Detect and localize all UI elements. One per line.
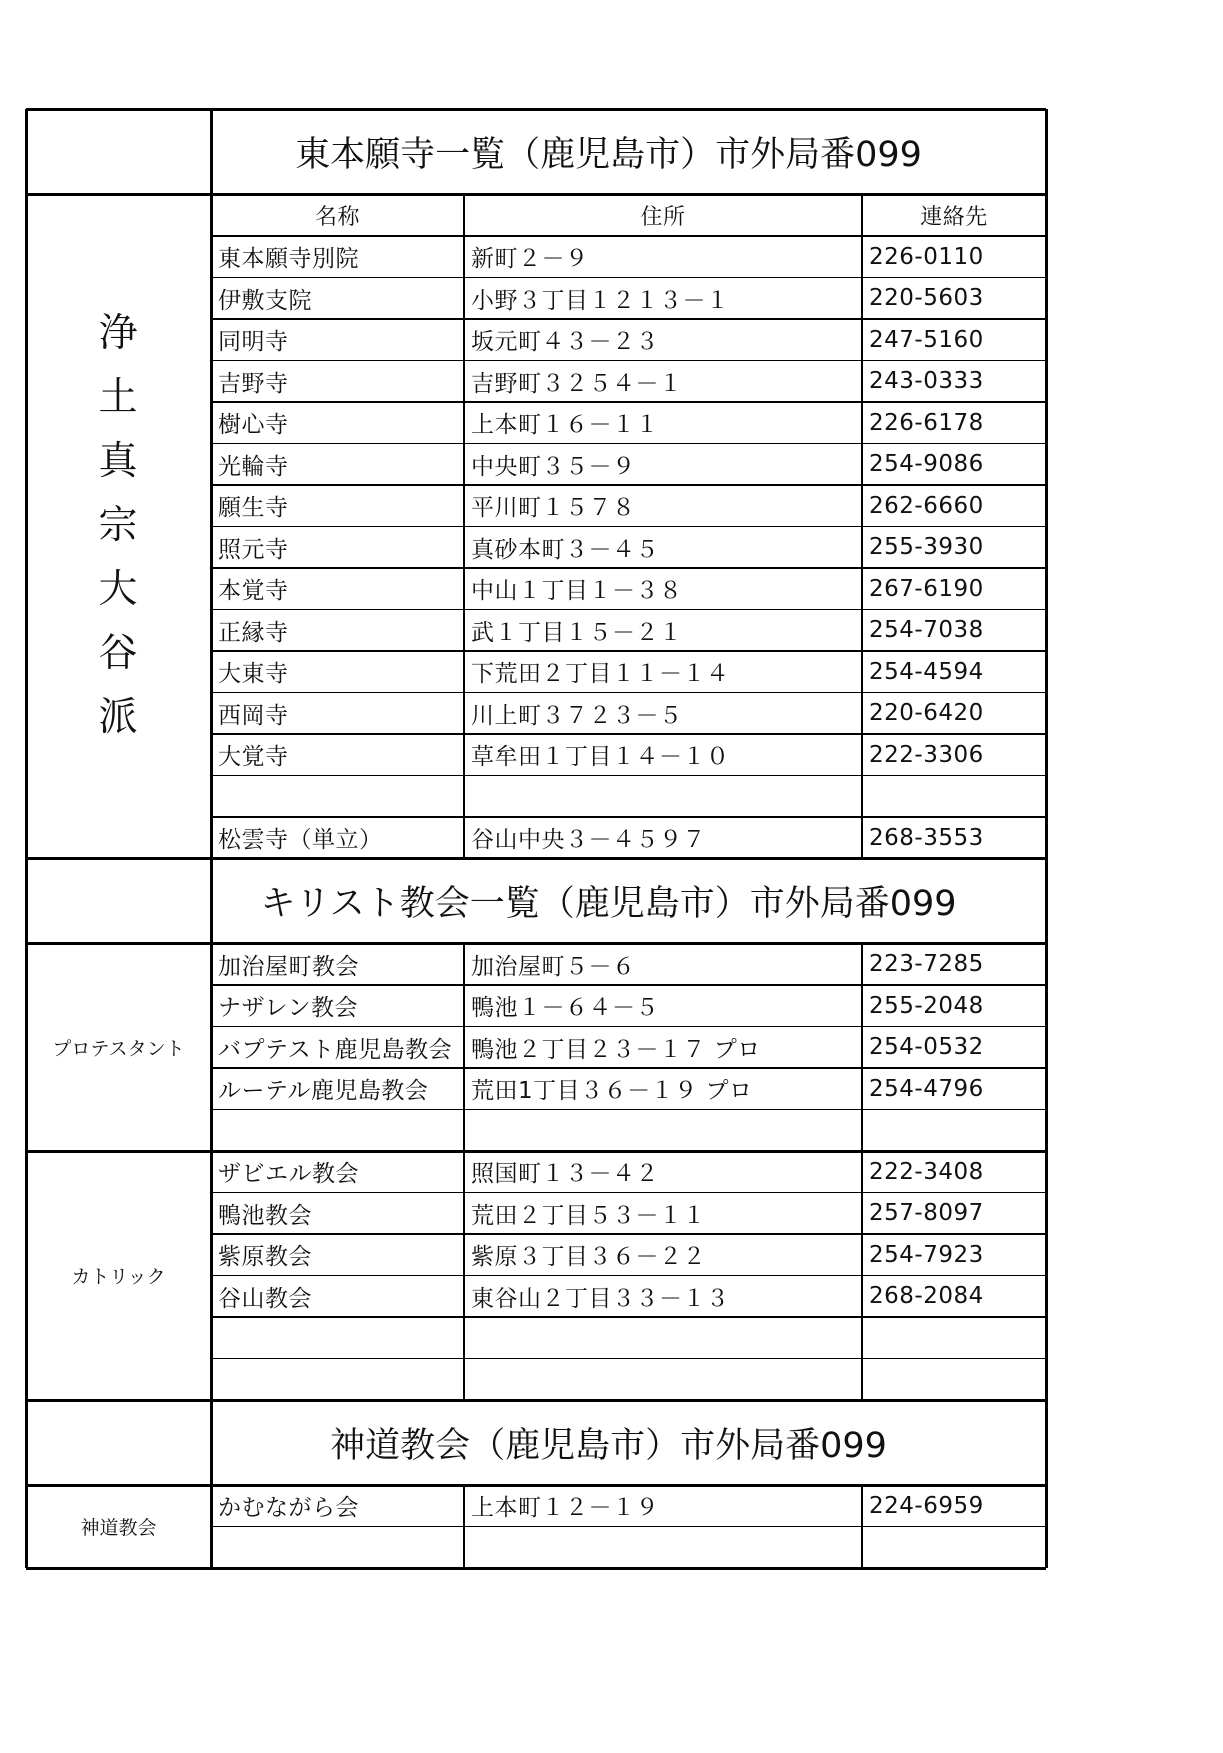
name-cell: バプテスト鹿児島教会 — [218, 1036, 453, 1063]
name-cell: 同明寺 — [218, 329, 289, 356]
name-cell: 光輪寺 — [218, 453, 289, 480]
name-cell — [218, 1317, 462, 1359]
address-cell: 小野３丁目１２１３－１ — [471, 287, 730, 314]
table-rule — [211, 484, 1046, 486]
phone-cell: 223-7285 — [869, 951, 984, 978]
address-cell: 荒田２丁目５３－１１ — [471, 1202, 706, 1229]
table-rule — [211, 1316, 1046, 1318]
name-cell: 西岡寺 — [218, 702, 289, 729]
table-rule — [210, 109, 213, 1568]
section-title: 神道教会（鹿児島市）市外局番099 — [330, 1425, 887, 1466]
phone-cell: 220-6420 — [869, 700, 984, 727]
table-rule — [211, 1275, 1046, 1277]
address-cell: 川上町３７２３－５ — [471, 702, 683, 729]
address-cell: 上本町１２－１９ — [471, 1495, 659, 1522]
section-title: 東本願寺一覧（鹿児島市）市外局番099 — [295, 134, 922, 175]
denomination-label: 神道教会 — [80, 1517, 157, 1539]
column-header: 連絡先 — [920, 204, 988, 230]
phone-cell: 222-3408 — [869, 1158, 984, 1185]
table-rule — [211, 567, 1046, 569]
name-cell: 正縁寺 — [218, 619, 289, 646]
name-cell: 吉野寺 — [218, 370, 289, 397]
table-rule — [463, 944, 465, 1401]
table-rule — [211, 733, 1046, 735]
name-cell: ルーテル鹿児島教会 — [218, 1078, 429, 1105]
phone-cell: 224-6959 — [869, 1492, 984, 1519]
address-cell — [471, 1317, 860, 1359]
address-cell — [471, 1527, 860, 1569]
table-rule — [211, 277, 1046, 279]
table-rule — [211, 401, 1046, 403]
table-rule — [211, 1026, 1046, 1028]
table-rule — [861, 944, 863, 1401]
phone-cell: 254-0532 — [869, 1034, 984, 1061]
column-header: 住所 — [640, 204, 686, 230]
table-rule — [211, 775, 1046, 777]
address-cell: 下荒田２丁目１１－１４ — [471, 661, 730, 688]
table-rule — [463, 194, 465, 859]
denomination-label: 浄土真宗大谷派 — [98, 311, 138, 741]
phone-cell: 243-0333 — [869, 368, 984, 395]
phone-cell — [869, 1359, 1044, 1401]
name-cell: かむながら会 — [218, 1495, 359, 1522]
table-rule — [211, 1358, 1046, 1360]
phone-cell — [869, 776, 1044, 818]
address-cell: 坂元町４３－２３ — [471, 329, 659, 356]
address-cell: 新町２－９ — [471, 246, 589, 273]
address-cell: 中央町３５－９ — [471, 453, 636, 480]
address-cell: 鴨池２丁目２３－１７ プロ — [471, 1036, 761, 1063]
phone-cell: 268-3553 — [869, 824, 984, 851]
phone-cell: 222-3306 — [869, 741, 984, 768]
phone-cell: 268-2084 — [869, 1283, 984, 1310]
table-rule — [26, 1567, 1046, 1570]
phone-cell: 267-6190 — [869, 575, 984, 602]
name-cell: 願生寺 — [218, 495, 289, 522]
phone-cell: 255-2048 — [869, 992, 984, 1019]
address-cell: 上本町１６－１１ — [471, 412, 659, 439]
name-cell — [218, 1110, 462, 1152]
address-cell: 真砂本町３－４５ — [471, 536, 659, 563]
phone-cell: 254-4594 — [869, 658, 984, 685]
address-cell: 照国町１３－４２ — [471, 1161, 659, 1188]
table-rule — [211, 443, 1046, 445]
address-cell — [471, 1359, 860, 1401]
table-rule — [211, 1526, 1046, 1528]
address-cell: 吉野町３２５４－１ — [471, 370, 683, 397]
name-cell: 本覚寺 — [218, 578, 289, 605]
address-cell: 平川町１５７８ — [471, 495, 636, 522]
table-rule — [1045, 109, 1048, 1568]
name-cell — [218, 1527, 462, 1569]
name-cell: 照元寺 — [218, 536, 289, 563]
table-rule — [211, 1233, 1046, 1235]
phone-cell — [869, 1527, 1044, 1569]
table-rule — [463, 1485, 465, 1568]
address-cell: 紫原３丁目３６－２２ — [471, 1244, 706, 1271]
address-cell: 加治屋町５－６ — [471, 953, 636, 980]
phone-cell — [869, 1317, 1044, 1359]
table-rule — [211, 318, 1046, 320]
phone-cell: 254-4796 — [869, 1075, 984, 1102]
phone-cell: 247-5160 — [869, 326, 984, 353]
directory-sheet — [26, 109, 1046, 1593]
name-cell: 谷山教会 — [218, 1285, 312, 1312]
table-rule — [211, 1067, 1046, 1069]
address-cell: 鴨池１－６４－５ — [471, 995, 659, 1022]
table-rule — [211, 692, 1046, 694]
name-cell: 鴨池教会 — [218, 1202, 312, 1229]
address-cell: 荒田1丁目３６－１９ プロ — [471, 1078, 753, 1105]
address-cell: 武１丁目１５－２１ — [471, 619, 683, 646]
name-cell: 大東寺 — [218, 661, 289, 688]
name-cell — [218, 776, 462, 818]
table-rule — [25, 109, 28, 1568]
name-cell: ザビエル教会 — [218, 1161, 359, 1188]
table-rule — [211, 1109, 1046, 1111]
column-header: 名称 — [314, 204, 360, 230]
table-rule — [211, 360, 1046, 362]
denomination-label: カトリック — [71, 1266, 166, 1288]
phone-cell: 226-0110 — [869, 243, 984, 270]
table-rule — [211, 650, 1046, 652]
phone-cell: 220-5603 — [869, 285, 984, 312]
phone-cell: 255-3930 — [869, 534, 984, 561]
name-cell: 大覚寺 — [218, 744, 289, 771]
address-cell: 中山１丁目１－３８ — [471, 578, 683, 605]
denomination-label: プロテスタント — [52, 1037, 185, 1060]
phone-cell — [869, 1110, 1044, 1152]
name-cell: 松雲寺（単立） — [218, 827, 383, 854]
name-cell — [218, 1359, 462, 1401]
phone-cell: 254-9086 — [869, 451, 984, 478]
table-rule — [211, 1192, 1046, 1194]
phone-cell: 262-6660 — [869, 492, 984, 519]
phone-cell: 257-8097 — [869, 1200, 984, 1227]
table-rule — [211, 609, 1046, 611]
address-cell: 東谷山２丁目３３－１３ — [471, 1285, 730, 1312]
name-cell: ナザレン教会 — [218, 995, 358, 1022]
table-rule — [861, 1485, 863, 1568]
phone-cell: 254-7923 — [869, 1241, 984, 1268]
address-cell: 谷山中央３－４５９７ — [471, 827, 706, 854]
phone-cell: 254-7038 — [869, 617, 984, 644]
address-cell: 草牟田１丁目１４－１０ — [471, 744, 730, 771]
table-rule — [861, 194, 863, 859]
address-cell — [471, 776, 860, 818]
phone-cell: 226-6178 — [869, 409, 984, 436]
section-title: キリスト教会一覧（鹿児島市）市外局番099 — [260, 884, 957, 924]
table-rule — [211, 816, 1046, 818]
name-cell: 樹心寺 — [218, 412, 289, 439]
table-rule — [211, 526, 1046, 528]
name-cell: 伊敷支院 — [218, 287, 312, 314]
table-rule — [211, 984, 1046, 986]
name-cell: 紫原教会 — [218, 1244, 312, 1271]
address-cell — [471, 1110, 860, 1152]
name-cell: 東本願寺別院 — [218, 246, 359, 273]
name-cell: 加治屋町教会 — [218, 953, 359, 980]
